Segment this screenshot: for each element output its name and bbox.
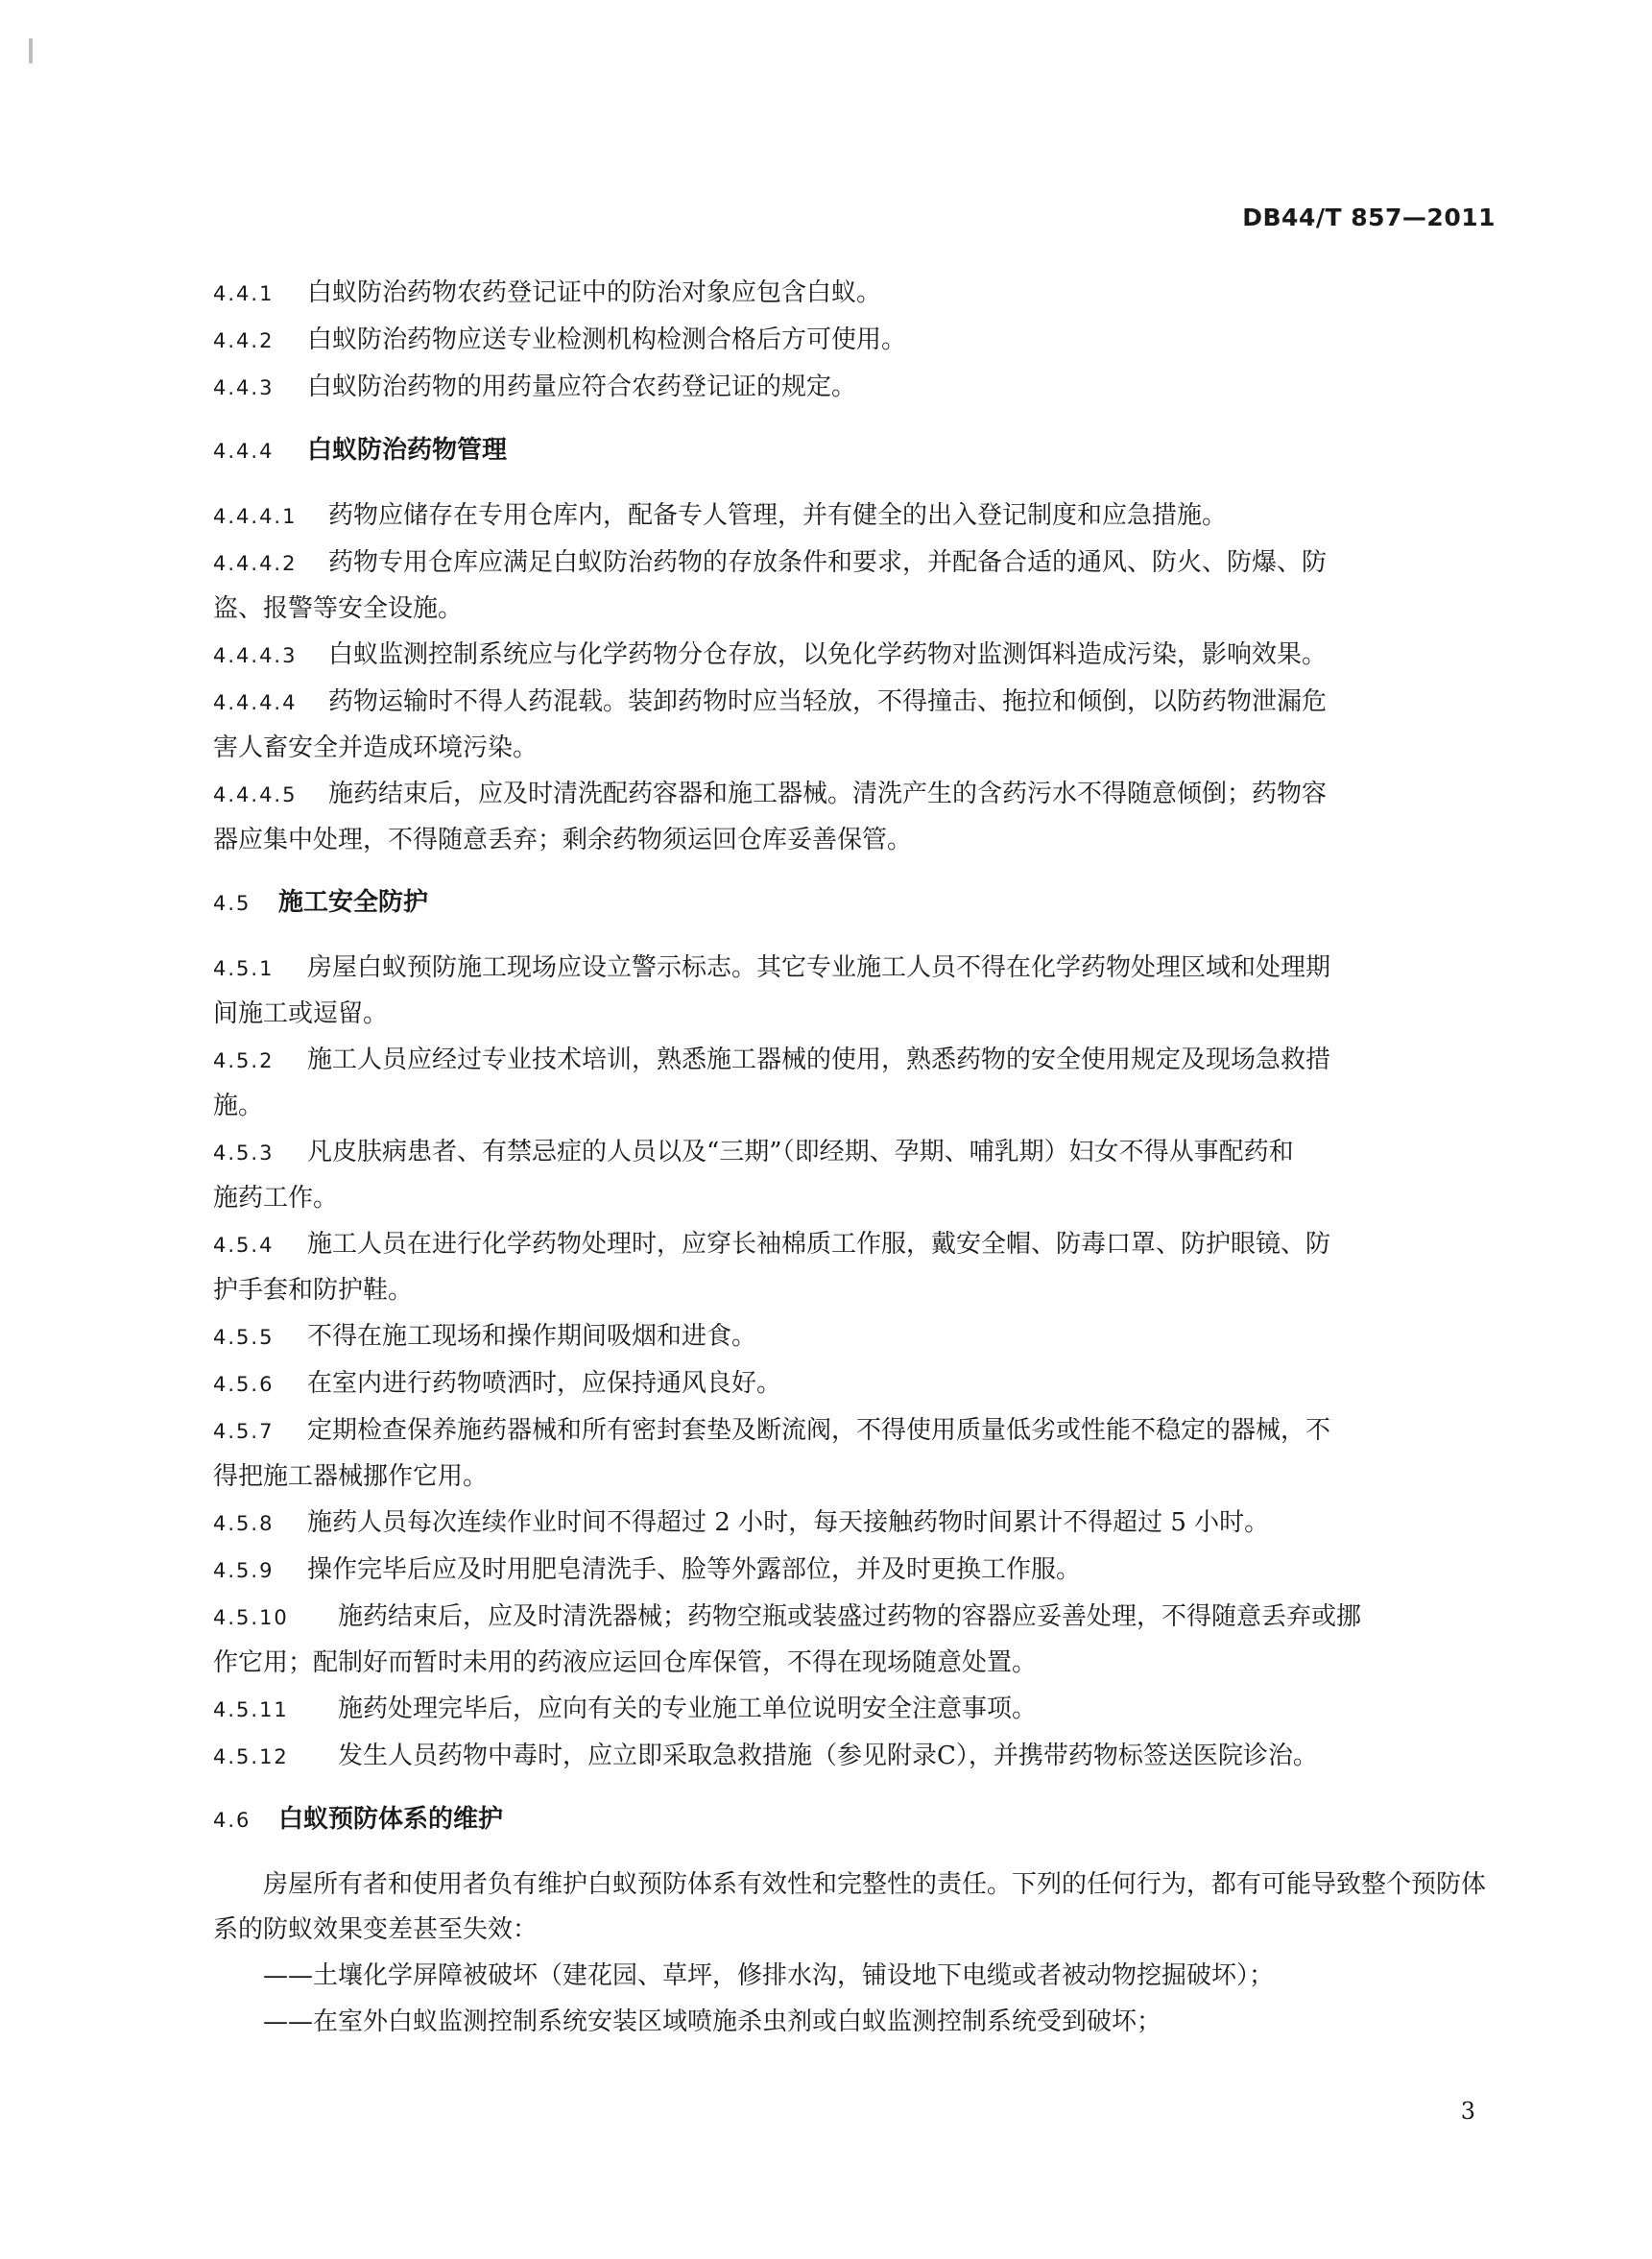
clause-number: 4.5.8 bbox=[213, 1512, 275, 1535]
clause-continuation: 施药工作。 bbox=[213, 1184, 339, 1213]
clause-continuation: 间施工或逗留。 bbox=[213, 999, 389, 1028]
clause-continuation: 护手套和防护鞋。 bbox=[213, 1276, 414, 1305]
section-title: 白蚁预防体系的维护 bbox=[278, 1805, 504, 1834]
clause-text: 白蚁防治药物的用药量应符合农药登记证的规定。 bbox=[307, 372, 857, 401]
clause-text: 施药结束后，应及时清洗配药容器和施工器械。清洗产生的含药污水不得随意倾倒；药物容 bbox=[328, 780, 1328, 808]
clause-text: 施药处理完毕后，应向有关的专业施工单位说明安全注意事项。 bbox=[338, 1694, 1038, 1723]
clause-number: 4.5.4 bbox=[213, 1234, 275, 1257]
clause-text: 施工人员在进行化学药物处理时，应穿长袖棉质工作服，戴安全帽、防毒口罩、防护眼镜、防 bbox=[307, 1230, 1331, 1259]
clause-text: 操作完毕后应及时用肥皂清洗手、脸等外露部位，并及时更换工作服。 bbox=[307, 1555, 1082, 1584]
clause-number: 4.4.4.1 bbox=[213, 505, 298, 528]
clause-continuation: 作它用；配制好而暂时未用的药液应运回仓库保管，不得在现场随意处置。 bbox=[213, 1648, 1038, 1677]
clause-4-4-4-1 bbox=[213, 493, 1490, 540]
section-number: 4.5 bbox=[213, 892, 251, 915]
clause-4-5-5 bbox=[213, 1314, 1490, 1360]
clause-4-5-12 bbox=[213, 1734, 1490, 1780]
clause-4-5-6 bbox=[213, 1361, 1490, 1407]
clause-number: 4.5.3 bbox=[213, 1142, 275, 1165]
clause-4-5-1 bbox=[213, 946, 1490, 1037]
clause-number: 4.5.7 bbox=[213, 1420, 275, 1443]
clause-4-4-2 bbox=[213, 318, 1490, 364]
document-body bbox=[213, 271, 1490, 2046]
clause-continuation: 施。 bbox=[213, 1092, 264, 1120]
clause-4-4-3 bbox=[213, 365, 1490, 411]
clause-text: 定期检查保养施药器械和所有密封套垫及断流阀，不得使用质量低劣或性能不稳定的器械，不 bbox=[307, 1416, 1331, 1445]
clause-number: 4.4.2 bbox=[213, 329, 275, 352]
clause-number: 4.4.4.3 bbox=[213, 644, 298, 667]
section-number: 4.6 bbox=[213, 1809, 251, 1832]
clause-number: 4.4.4.4 bbox=[213, 691, 298, 714]
clause-4-5-8 bbox=[213, 1501, 1490, 1547]
clause-4-5-3 bbox=[213, 1130, 1490, 1221]
clause-4-4-4-3 bbox=[213, 633, 1490, 679]
clause-number: 4.4.1 bbox=[213, 282, 275, 305]
clause-4-5-9 bbox=[213, 1548, 1490, 1594]
clause-continuation: 害人畜安全并造成环境污染。 bbox=[213, 733, 539, 762]
clause-4-5-4 bbox=[213, 1222, 1490, 1313]
section-heading-4-6 bbox=[213, 1797, 1490, 1843]
body-paragraph: 房屋所有者和使用者负有维护白蚁预防体系有效性和完整性的责任。下列的任何行为，都有可能导致整个预防体系的防蚁效果变差甚至失效： bbox=[213, 1870, 1487, 1944]
clause-text: 房屋白蚁预防施工现场应设立警示标志。其它专业施工人员不得在化学药物处理区域和处理期 bbox=[307, 953, 1331, 982]
section-heading-4-5 bbox=[213, 880, 1490, 926]
clause-text: 施工人员应经过专业技术培训，熟悉施工器械的使用，熟悉药物的安全使用规定及现场急救措 bbox=[307, 1045, 1331, 1074]
scan-artifact bbox=[29, 38, 33, 63]
clause-continuation: 器应集中处理，不得随意丢弃；剩余药物须运回仓库妥善保管。 bbox=[213, 826, 913, 854]
clause-4-4-4-2 bbox=[213, 541, 1490, 632]
clause-4-5-2 bbox=[213, 1038, 1490, 1129]
clause-number: 4.5.12 bbox=[213, 1745, 289, 1768]
clause-4-5-7 bbox=[213, 1408, 1490, 1500]
clause-number: 4.5.1 bbox=[213, 957, 275, 980]
section-number: 4.4.4 bbox=[213, 440, 275, 463]
clause-4-5-10 bbox=[213, 1595, 1490, 1686]
clause-4-4-4-4 bbox=[213, 680, 1490, 771]
page-number: 3 bbox=[1460, 2098, 1475, 2125]
clause-text: 白蚁防治药物应送专业检测机构检测合格后方可使用。 bbox=[307, 325, 907, 354]
clause-number: 4.4.4.2 bbox=[213, 552, 298, 575]
clause-text: 发生人员药物中毒时，应立即采取急救措施（参见附录C），并携带药物标签送医院诊治。 bbox=[338, 1742, 1318, 1770]
section-title: 施工安全防护 bbox=[278, 888, 429, 917]
clause-continuation: 盗、报警等安全设施。 bbox=[213, 594, 464, 623]
clause-4-4-1 bbox=[213, 271, 1490, 317]
clause-number: 4.5.11 bbox=[213, 1698, 289, 1721]
clause-text: 白蚁监测控制系统应与化学药物分仓存放，以免化学药物对监测饵料造成污染，影响效果。 bbox=[328, 640, 1328, 669]
clause-text: 药物运输时不得人药混载。装卸药物时应当轻放，不得撞击、拖拉和倾倒，以防药物泄漏危 bbox=[328, 687, 1328, 716]
clause-4-5-11 bbox=[213, 1687, 1490, 1733]
clause-number: 4.5.2 bbox=[213, 1049, 275, 1072]
section-heading-4-4-4 bbox=[213, 428, 1490, 474]
document-code: DB44/T 857—2011 bbox=[1242, 204, 1496, 231]
clause-number: 4.4.4.5 bbox=[213, 783, 298, 806]
clause-text: 凡皮肤病患者、有禁忌症的人员以及“三期”（即经期、孕期、哺乳期）妇女不得从事配药和 bbox=[307, 1138, 1294, 1166]
clause-text: 不得在施工现场和操作期间吸烟和进食。 bbox=[307, 1322, 757, 1351]
clause-text: 药物应储存在专用仓库内，配备专人管理，并有健全的出入登记制度和应急措施。 bbox=[328, 501, 1228, 530]
clause-continuation: 得把施工器械挪作它用。 bbox=[213, 1462, 489, 1491]
clause-text: 白蚁防治药物农药登记证中的防治对象应包含白蚁。 bbox=[307, 278, 882, 307]
dash-list-item: ——土壤化学屏障被破坏（建花园、草坪，修排水沟，铺设地下电缆或者被动物挖掘破坏）； bbox=[263, 1961, 1275, 1990]
dash-list-item: ——在室外白蚁监测控制系统安装区域喷施杀虫剂或白蚁监测控制系统受到破坏； bbox=[263, 2007, 1162, 2036]
clause-text: 施药结束后，应及时清洗器械；药物空瓶或装盛过药物的容器应妥善处理，不得随意丢弃或挪 bbox=[338, 1602, 1362, 1631]
clause-text: 药物专用仓库应满足白蚁防治药物的存放条件和要求，并配备合适的通风、防火、防爆、防 bbox=[328, 548, 1328, 577]
clause-text: 在室内进行药物喷洒时，应保持通风良好。 bbox=[307, 1369, 782, 1398]
section-title: 白蚁防治药物管理 bbox=[307, 436, 508, 465]
clause-text: 施药人员每次连续作业时间不得超过 2 小时，每天接触药物时间累计不得超过 5 小时。 bbox=[307, 1508, 1270, 1537]
clause-4-4-4-5 bbox=[213, 772, 1490, 863]
clause-number: 4.5.6 bbox=[213, 1373, 275, 1396]
clause-number: 4.4.3 bbox=[213, 376, 275, 399]
clause-number: 4.5.10 bbox=[213, 1606, 289, 1629]
clause-number: 4.5.5 bbox=[213, 1326, 275, 1349]
clause-number: 4.5.9 bbox=[213, 1559, 275, 1582]
